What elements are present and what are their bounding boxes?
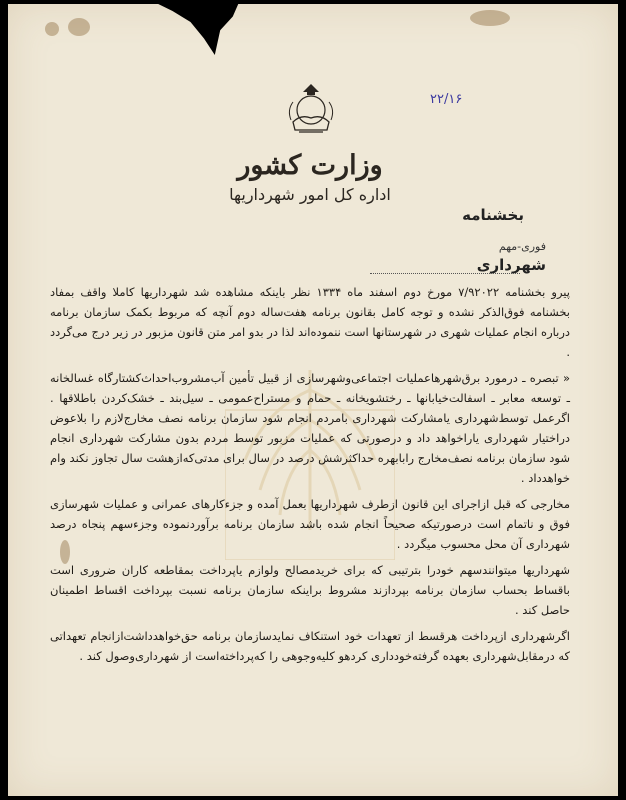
- paragraph: « تبصره ـ درمورد برق‌شهرها‌عملیات اجتماعی‌وشهرسازی از قبیل تأمین آب‌مشروب‌احداث‌کشتارگاه غسالخانه ـ توسعه معابر ـ اسفالت‌خیابانها ـ رختشویخانه ـ حمام و مستراح‌عمومی ـ سیل‌بند ـ خشک‌کردن باطلاقها . اگرعمل توسط‌شهرداری یامشارکت شهرداری بامردم انجام شود سازمان برنامه نصف مخارج‌لازم را بلاعوض دراختیار شهرداری یاراخواهد داد و درصورتی که عملیات مزبور توسط مردم بدون مشارکت شهرداری انجام شود سازمان برنامه نصف‌مخارج رابابهره حداکثرشش درصد در سال برای مدتی‌که‌ازهشت سال تجاوز نکند وام خواهدداد .: [50, 371, 570, 485]
- paragraph: مخارجی که قبل ازاجرای این قانون ازطرف شهرداریها بعمل آمده و جزءکارهای عمرانی و عملیات شهرسازی فوق و ناتمام است درصورتیکه صحیحاً انجام شده باشد سازمان برنامه برآوردنموده وجزءسهم پنجاه درصد شهرداری آن محل محسوب میگردد .: [50, 497, 570, 551]
- handwritten-number: ۲۲/۱۶: [430, 92, 463, 107]
- ministry-title: وزارت کشور: [237, 150, 383, 181]
- urgency-label: فوری-مهم: [498, 240, 546, 253]
- paragraph: پیرو بخشنامه ۷/۹۲۰۲۲ مورخ دوم اسفند ماه ۱۳۳۴ نظر باینکه مشاهده شد شهرداریها کاملا واقف بمفاد بخشنامه فوق‌الذکر نشده و توجه کامل بقانون برنامه هفت‌ساله دوم آنچه که مربوط بکمک سازمان برنامه درباره انجام عملیات شهری در شهرستانها است ننموده‌اند لذا در بدو امر متن قانون مزبور در زیر درج می‌گردد .: [50, 285, 570, 359]
- department-title: اداره کل امور شهرداریها: [229, 185, 391, 204]
- paragraph: اگرشهرداری ازپرداخت هرقسط از تعهدات خود استنکاف نمایدسازمان برنامه حق‌خواهدداشت‌ازانجام تعهداتی که درمقابل‌شهرداری بعهده گرفته‌خودداری کردهو کلیه‌وجوهی را که‌پرداخته‌است از شهرداری‌وصول کند .: [50, 629, 570, 663]
- stain: [470, 10, 510, 26]
- stain: [45, 22, 59, 36]
- recipient-dotted-line: [370, 273, 520, 274]
- letter-body: [50, 282, 570, 672]
- lion-and-sun-emblem-icon: [281, 80, 341, 140]
- recipient: شهرداری: [476, 256, 546, 274]
- stain: [68, 18, 90, 36]
- paragraph: شهرداریها میتوانندسهم خودرا بترتیبی که برای خریدمصالح ولوازم یاپرداخت بمقاطعه کاران ضروری است باقساط بحساب سازمان برنامه بپردازند مشروط براینکه سازمان برنامه نسبت بپرداخت اقساط اطمینان حاصل کند .: [50, 563, 570, 617]
- document-type: بخشنامه: [462, 206, 524, 224]
